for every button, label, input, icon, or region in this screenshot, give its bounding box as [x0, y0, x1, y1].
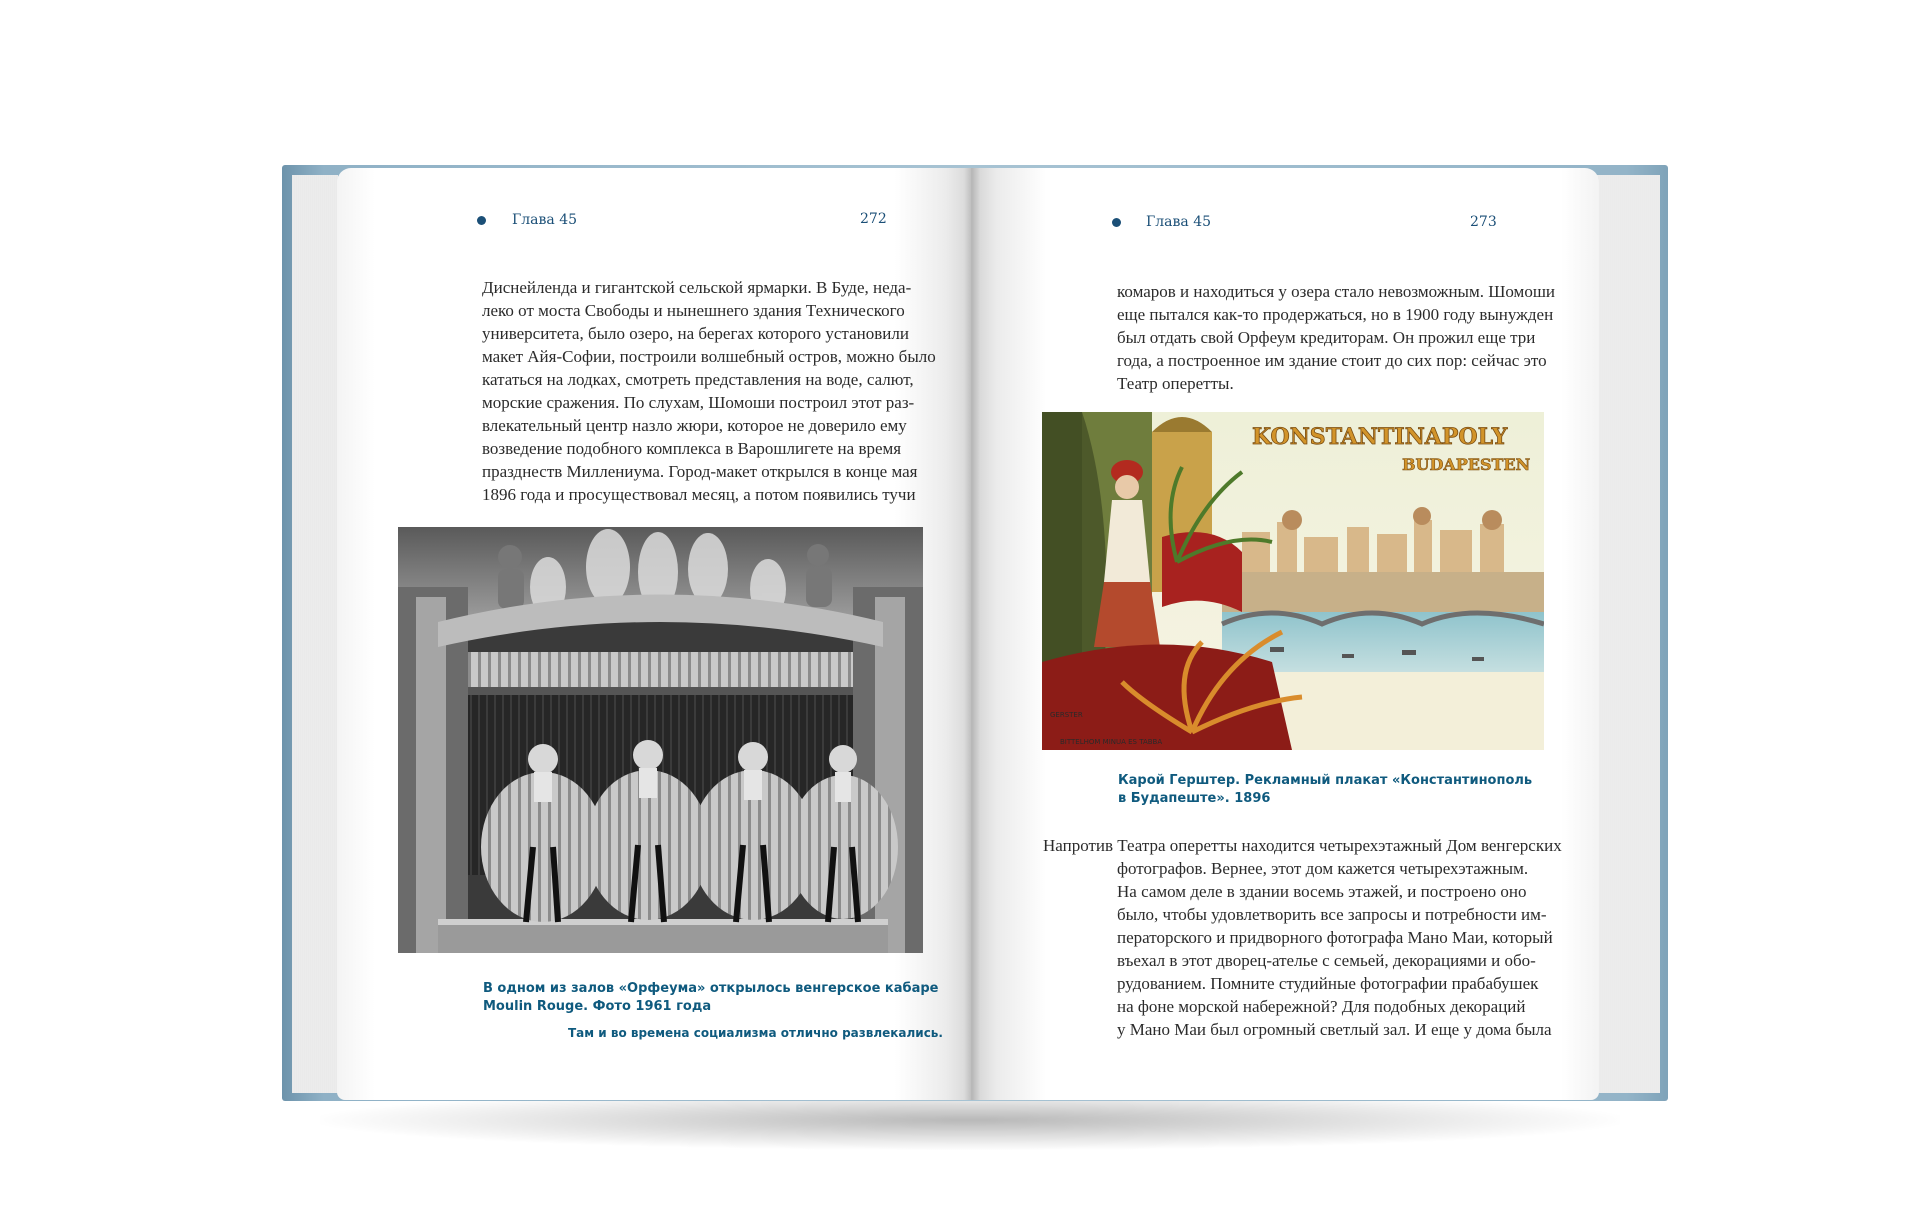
poster-imprint: BITTELHOM MINUA ES TABBA	[1060, 738, 1163, 746]
left-page-edges	[292, 175, 338, 1093]
text-line: было, чтобы удовлетворить все запросы и потребности им-	[1117, 905, 1547, 924]
text-line: возведение подобного комплекса в Варошлигете на время	[482, 439, 902, 458]
text-line: На самом деле в здании восемь этажей, и построено оно	[1117, 882, 1527, 901]
left-photo-caption-note: Там и во времена социализма отлично развлекались.	[568, 1026, 943, 1040]
text-line: 1896 года и просуществовал месяц, а потом появились тучи	[482, 485, 916, 504]
right-chapter-label: Глава 45	[1146, 214, 1212, 230]
text-line: кататься на лодках, смотреть представления на воде, салют,	[482, 370, 914, 389]
left-page-number: 272	[860, 211, 887, 227]
text-line: леко от моста Свободы и нынешнего здания Технического	[482, 301, 905, 320]
text-line: Напротив Театра оперетты находится четырехэтажный Дом венгерских	[1043, 836, 1562, 855]
text-line: фотографов. Вернее, этот дом кажется четырехэтажным.	[1117, 859, 1529, 878]
right-running-head-bullet	[1112, 218, 1121, 227]
text-line: ператорского и придворного фотографа Мано Маи, который	[1117, 928, 1553, 947]
left-running-head-bullet	[477, 216, 486, 225]
right-photo-caption-line: в Будапеште». 1896	[1118, 791, 1271, 806]
right-page-number: 273	[1470, 214, 1497, 230]
text-line: рудованием. Помните студийные фотографии прабабушек	[1117, 974, 1539, 993]
right-photo-caption-line: Карой Герштер. Рекламный плакат «Константинополь	[1118, 773, 1533, 788]
book-gutter	[964, 168, 980, 1100]
constantinople-poster	[1042, 412, 1544, 750]
poster-title-1: KONSTANTINAPOLY	[1252, 424, 1508, 450]
text-line: Театр оперетты.	[1117, 374, 1234, 393]
poster-signature: GERSTER	[1050, 711, 1083, 719]
text-line: еще пытался как-то продержаться, но в 1900 году вынужден	[1117, 305, 1554, 324]
text-line: у Мано Маи был огромный светлый зал. И еще у дома была	[1117, 1020, 1552, 1039]
text-line: комаров и находиться у озера стало невозможным. Шомоши	[1117, 282, 1556, 301]
left-chapter-label: Глава 45	[512, 212, 578, 228]
text-line: влекательный центр назло жюри, которое не доверило ему	[482, 416, 907, 435]
text-line: на фоне морской набережной? Для подобных декораций	[1117, 997, 1526, 1016]
text-line: макет Айя-Софии, построили волшебный остров, можно было	[482, 347, 936, 366]
right-paragraph-2-cont	[1117, 857, 1553, 1041]
right-paragraph-2	[1043, 834, 1562, 857]
text-line: университета, было озеро, на берегах которого установили	[482, 324, 909, 343]
text-line: был отдать свой Орфеум кредиторам. Он прожил еще три	[1117, 328, 1536, 347]
right-page-edges	[1596, 175, 1660, 1093]
left-photo-caption-line: Moulin Rouge. Фото 1961 года	[483, 999, 712, 1014]
text-line: морские сражения. По слухам, Шомоши построил этот раз-	[482, 393, 915, 412]
text-line: въехал в этот дворец-ателье с семьей, декорациями и обо-	[1117, 951, 1536, 970]
left-photo-caption-line: В одном из залов «Орфеума» открылось венгерское кабаре	[483, 981, 939, 996]
poster-title-2: BUDAPESTEN	[1402, 455, 1531, 474]
text-line: года, а построенное им здание стоит до сих пор: сейчас это	[1117, 351, 1547, 370]
text-line: Диснейленда и гигантской сельской ярмарки. В Буде, неда-	[482, 278, 912, 297]
cabaret-photo	[398, 527, 923, 953]
poster-illustration	[1042, 412, 1544, 750]
text-line: празднеств Миллениума. Город-макет открылся в конце мая	[482, 462, 918, 481]
right-paragraph-1	[1117, 280, 1556, 395]
left-paragraph	[482, 276, 936, 506]
cabaret-photo-illustration	[398, 527, 923, 953]
